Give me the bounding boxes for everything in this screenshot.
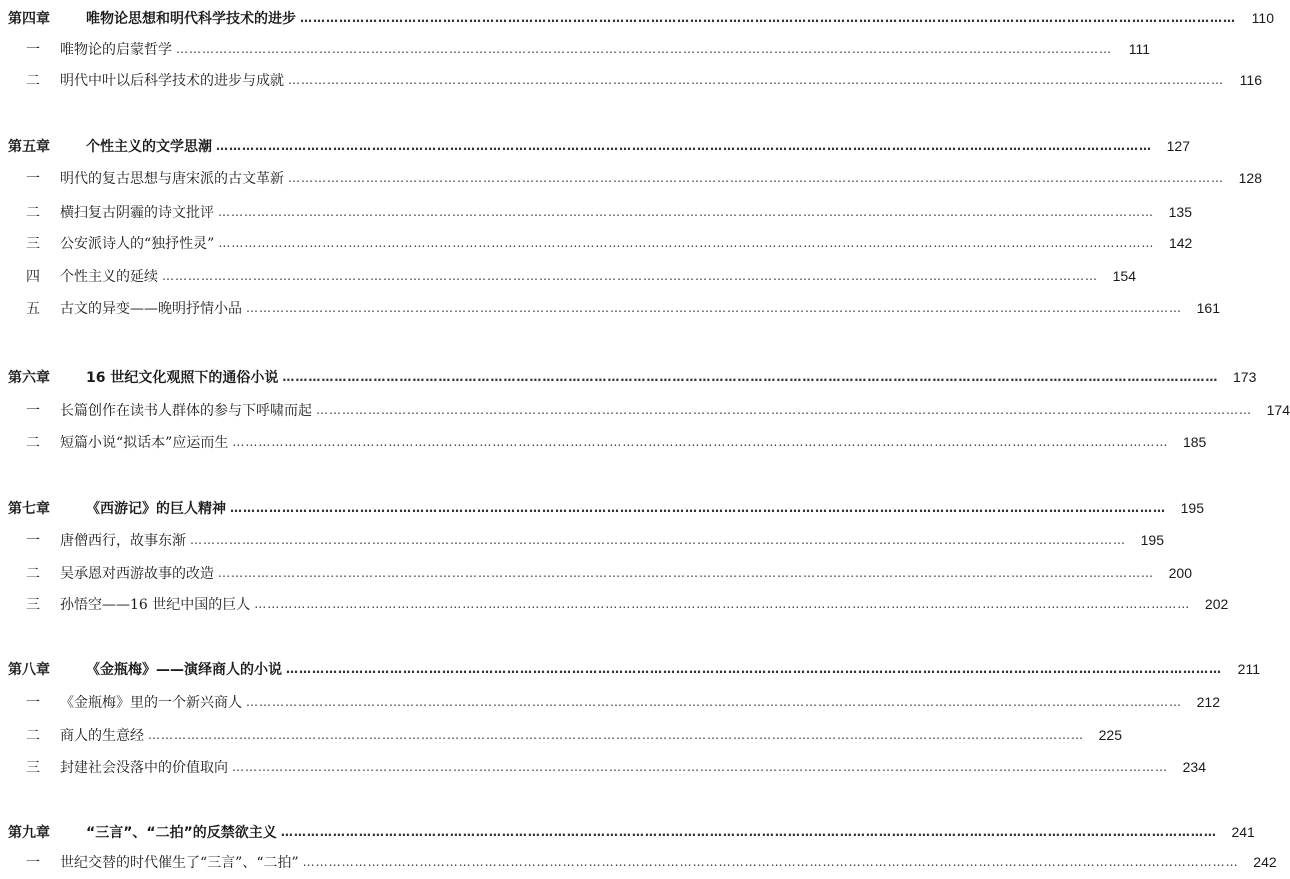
toc-section bbox=[0, 690, 1220, 714]
page-number: 234 bbox=[1182, 759, 1206, 775]
dot-leader bbox=[288, 166, 1224, 190]
toc-section bbox=[0, 296, 1220, 320]
page-number: 142 bbox=[1168, 235, 1193, 251]
toc-section bbox=[0, 398, 1290, 422]
toc-section bbox=[0, 528, 1164, 552]
dot-leader bbox=[218, 231, 1154, 255]
toc-section bbox=[0, 561, 1192, 585]
dot-leader bbox=[282, 365, 1218, 389]
section-title: 商人的生意经 bbox=[60, 728, 144, 744]
section-number: 一 bbox=[26, 855, 40, 871]
section-title: 横扫复古阴霾的诗文批评 bbox=[60, 205, 214, 221]
section-title: 世纪交替的时代催生了“三言”、“二拍” bbox=[60, 855, 299, 871]
section-number: 三 bbox=[26, 236, 40, 252]
dot-leader bbox=[230, 496, 1166, 520]
section-title: 唐僧西行，故事东渐 bbox=[60, 533, 186, 549]
toc-chapter-7 bbox=[0, 496, 1204, 520]
section-number: 二 bbox=[26, 73, 40, 89]
section-title: 古文的异变——晚明抒情小品 bbox=[60, 301, 242, 317]
dot-leader bbox=[176, 37, 1112, 61]
page-number: 211 bbox=[1237, 661, 1260, 677]
section-number: 二 bbox=[26, 566, 40, 582]
dot-leader bbox=[148, 723, 1084, 747]
toc-chapter-5 bbox=[0, 134, 1190, 158]
toc-section bbox=[0, 166, 1262, 190]
page-number: 202 bbox=[1204, 596, 1229, 612]
page-number: 225 bbox=[1098, 727, 1122, 743]
chapter-label: 第六章 bbox=[8, 370, 50, 386]
dot-leader bbox=[288, 68, 1224, 92]
page-number: 127 bbox=[1166, 138, 1190, 154]
section-number: 二 bbox=[26, 205, 40, 221]
page-number: 116 bbox=[1239, 72, 1262, 88]
dot-leader bbox=[246, 690, 1182, 714]
section-title: 短篇小说“拟话本”应运而生 bbox=[60, 435, 229, 451]
chapter-title: 16 世纪文化观照下的通俗小说 bbox=[86, 370, 279, 386]
section-title: 唯物论的启蒙哲学 bbox=[60, 42, 172, 58]
chapter-label: 第九章 bbox=[8, 825, 50, 841]
section-title: 吴承恩对西游故事的改造 bbox=[60, 566, 214, 582]
chapter-title: 《金瓶梅》——演绎商人的小说 bbox=[86, 662, 282, 678]
chapter-title: “三言”、“二拍”的反禁欲主义 bbox=[86, 825, 277, 841]
chapter-title: 《西游记》的巨人精神 bbox=[86, 501, 226, 517]
toc-section bbox=[0, 755, 1206, 779]
section-title: 孙悟空——16 世纪中国的巨人 bbox=[60, 597, 251, 613]
dot-leader bbox=[316, 398, 1252, 422]
dot-leader bbox=[300, 6, 1236, 30]
section-number: 二 bbox=[26, 728, 40, 744]
chapter-label: 第四章 bbox=[8, 11, 50, 27]
section-number: 五 bbox=[26, 301, 40, 317]
section-title: 长篇创作在读书人群体的参与下呼啸而起 bbox=[60, 403, 312, 419]
section-number: 一 bbox=[26, 403, 40, 419]
section-title: 公安派诗人的“独抒性灵” bbox=[60, 236, 215, 252]
section-title: 明代中叶以后科学技术的进步与成就 bbox=[60, 73, 284, 89]
chapter-title: 个性主义的文学思潮 bbox=[86, 139, 212, 155]
chapter-label: 第五章 bbox=[8, 139, 50, 155]
page-number: 195 bbox=[1180, 500, 1204, 516]
section-number: 三 bbox=[26, 597, 40, 613]
toc-section bbox=[0, 850, 1277, 874]
dot-leader bbox=[218, 561, 1154, 585]
dot-leader bbox=[246, 296, 1182, 320]
section-number: 一 bbox=[26, 533, 40, 549]
dot-leader bbox=[232, 755, 1168, 779]
page-number: 161 bbox=[1196, 300, 1220, 316]
section-number: 一 bbox=[26, 695, 40, 711]
toc-chapter-4 bbox=[0, 6, 1274, 30]
toc-section bbox=[0, 68, 1262, 92]
dot-leader bbox=[216, 134, 1152, 158]
section-number: 一 bbox=[26, 171, 40, 187]
chapter-title: 唯物论思想和明代科学技术的进步 bbox=[86, 11, 296, 27]
page-number: 241 bbox=[1231, 824, 1255, 840]
page-number: 173 bbox=[1233, 369, 1257, 385]
page-number: 195 bbox=[1140, 532, 1164, 548]
dot-leader bbox=[218, 200, 1154, 224]
page-number: 174 bbox=[1266, 402, 1290, 418]
dot-leader bbox=[281, 820, 1217, 844]
page-number: 200 bbox=[1168, 565, 1192, 581]
section-title: 封建社会没落中的价值取向 bbox=[60, 760, 228, 776]
toc-section bbox=[0, 37, 1150, 61]
toc-chapter-6 bbox=[0, 365, 1257, 389]
toc-section bbox=[0, 200, 1192, 224]
toc-chapter-9 bbox=[0, 820, 1255, 844]
section-number: 四 bbox=[26, 269, 40, 285]
section-title: 《金瓶梅》里的一个新兴商人 bbox=[60, 695, 242, 711]
section-number: 三 bbox=[26, 760, 40, 776]
page-number: 185 bbox=[1182, 434, 1207, 450]
dot-leader bbox=[286, 657, 1222, 681]
page-number: 135 bbox=[1168, 204, 1192, 220]
page-number: 212 bbox=[1196, 694, 1220, 710]
dot-leader bbox=[190, 528, 1126, 552]
section-number: 二 bbox=[26, 435, 40, 451]
toc-section bbox=[0, 430, 1207, 454]
chapter-label: 第七章 bbox=[8, 501, 50, 517]
toc-section bbox=[0, 592, 1229, 616]
page-number: 242 bbox=[1253, 854, 1277, 870]
page-number: 111 bbox=[1128, 41, 1150, 57]
section-title: 个性主义的延续 bbox=[60, 269, 158, 285]
section-number: 一 bbox=[26, 42, 40, 58]
dot-leader bbox=[232, 430, 1168, 454]
dot-leader bbox=[254, 592, 1190, 616]
toc-section bbox=[0, 723, 1122, 747]
page-number: 128 bbox=[1238, 170, 1262, 186]
toc-chapter-8 bbox=[0, 657, 1260, 681]
toc-section bbox=[0, 264, 1136, 288]
dot-leader bbox=[162, 264, 1098, 288]
chapter-label: 第八章 bbox=[8, 662, 50, 678]
page-number: 110 bbox=[1251, 10, 1274, 26]
page-number: 154 bbox=[1112, 268, 1136, 284]
dot-leader bbox=[303, 850, 1239, 874]
section-title: 明代的复古思想与唐宋派的古文革新 bbox=[60, 171, 284, 187]
toc-section bbox=[0, 231, 1193, 255]
